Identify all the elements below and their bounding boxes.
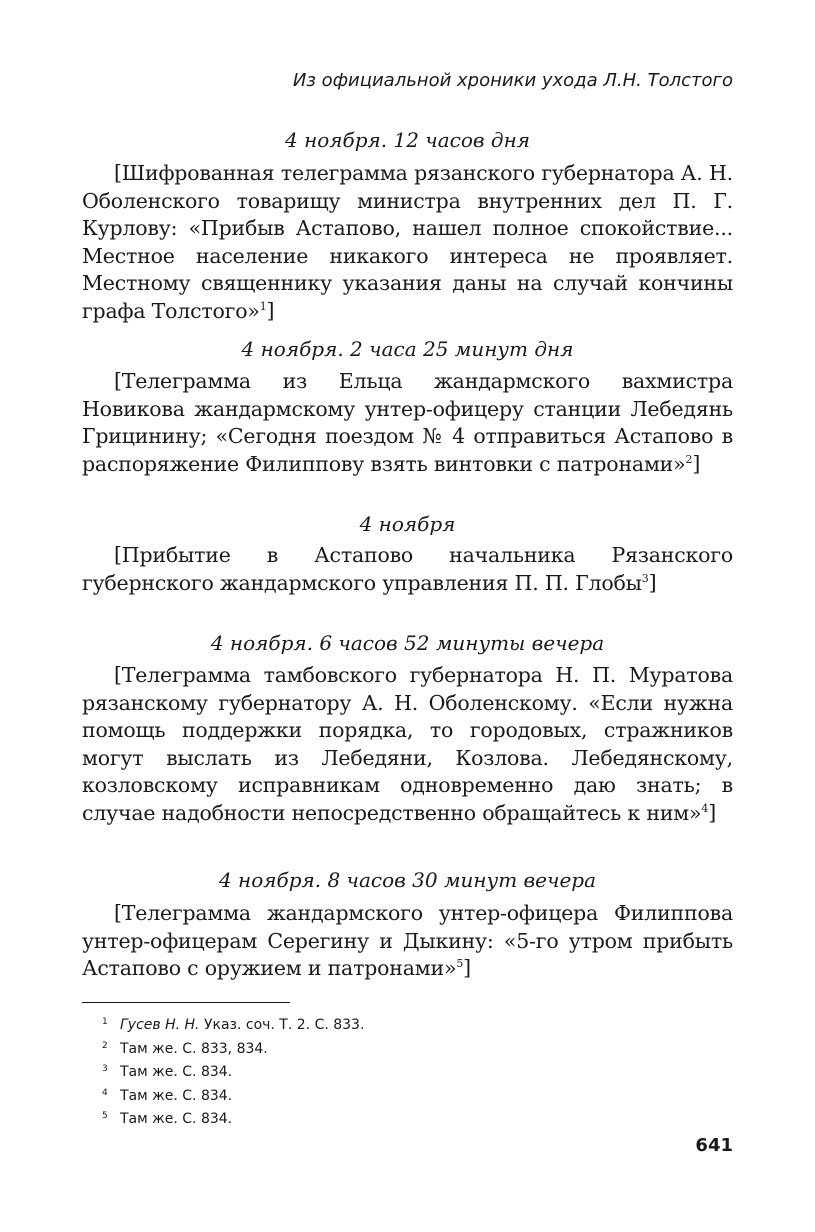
footnote-text: Там же. С. 833, 834. [120,1040,268,1057]
entry-date: 4 ноября. 8 часов 30 минут вечера [218,868,597,892]
footnote-text: Указ. соч. Т. 2. С. 833. [199,1017,365,1033]
entry-body: [Телеграмма тамбовского губернатора Н. П. Муратова рязанскому губернатору А. Н. Оболенскому. «Если нужна помощь поддержки порядка, то городовых, стражников могут выслать из Лебедяни, Козлова. Лебедянскому, козловскому исправникам одновременно даю знать; в случае надобности непосредственно обращайтесь к ним» [82,663,733,825]
footnote [102,1058,364,1082]
entry-close-bracket: ] [708,800,716,825]
footnote [102,1011,364,1035]
footnote-number: 3 [102,1064,108,1074]
entry-body: [Телеграмма из Ельца жандармского вахмистра Новикова жандармскому унтер-офицеру станции Лебедянь Грицинину; «Сегодня поездом № 4 отправиться Астапово в распоряжение Филиппову взять винтовки с патронами» [82,369,733,476]
footnote [102,1105,364,1129]
entry-text [82,542,733,597]
footnote-ref: 1 [259,299,267,313]
footnote-text: Там же. С. 834. [120,1064,233,1080]
footnote-rule [82,1002,290,1003]
footnote-number: 1 [102,1017,108,1027]
entry-body: [Шифрованная телеграмма рязанского губернатора А. Н. Оболенского товарищу министра внутренних дел П. Г. Курлову: «Прибыв Астапово, нашел полное спокойствие... Местное население никакого интереса не проявляет. Местному священнику указания даны на случай кончины графа Толстого» [82,161,733,323]
running-head: Из официальной хроники ухода Л.Н. Толстого [292,70,733,91]
footnote [102,1035,364,1059]
footnote-text: Там же. С. 834. [120,1111,233,1127]
entry-text [82,160,733,325]
entry-date: 4 ноября [359,512,456,536]
entry-body: [Прибытие в Астапово начальника Рязанского губернского жандармского управления П. П. Глобы [82,543,733,595]
entry-body: [Телеграмма жандармского унтер-офицера Филиппова унтер-офицерам Серегину и Дыкину: «5-го утром прибыть Астапово с оружием и патронами» [82,901,733,980]
footnote-number: 2 [102,1040,108,1051]
footnote-number: 4 [102,1087,108,1098]
entry-close-bracket: ] [648,570,657,595]
entry-close-bracket: ] [266,298,275,323]
entry-date: 4 ноября. 2 часа 25 минут дня [241,337,574,361]
footnote-ref: 5 [456,957,464,970]
footnote-ref: 4 [701,801,709,815]
entry-date: 4 ноября. 12 часов дня [284,128,530,152]
footnotes [102,1011,364,1129]
entry-text [82,900,733,983]
footnote [102,1082,364,1106]
footnote-number: 5 [102,1111,108,1121]
entry-close-bracket: ] [692,451,701,476]
footnote-text: Там же. С. 834. [120,1087,233,1104]
footnote-author: Гусев Н. Н. [120,1017,200,1033]
footnote-ref: 3 [641,571,649,585]
entry-date: 4 ноября. 6 часов 52 минуты вечера [210,631,605,655]
footnote-ref: 2 [685,452,693,466]
entry-text [82,662,733,827]
page-number: 641 [695,1135,733,1156]
entry-text [82,368,733,478]
entry-close-bracket: ] [463,956,471,980]
